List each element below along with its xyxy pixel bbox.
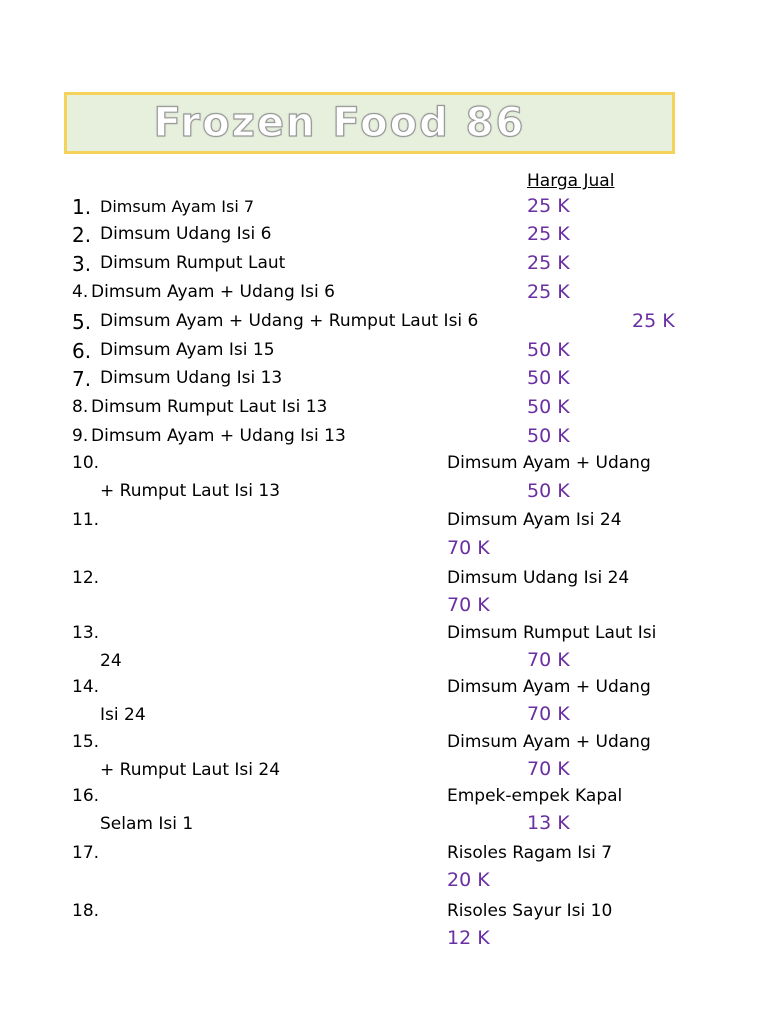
item-price: 50 K	[527, 339, 570, 361]
item-price: 70 K	[527, 703, 570, 725]
item-name: Dimsum Ayam Isi 15	[100, 340, 275, 360]
title-banner	[64, 92, 675, 154]
item-name: Dimsum Rumput Laut Isi 13	[91, 397, 328, 417]
item-number: 5.	[72, 310, 92, 334]
item-price: 25 K	[527, 223, 570, 245]
price-column-header: Harga Jual	[527, 171, 615, 191]
item-name: Dimsum Udang Isi 13	[100, 368, 283, 388]
item-name: Empek-empek Kapal	[447, 786, 623, 806]
item-number: 9.	[72, 426, 89, 446]
item-number: 6.	[72, 339, 92, 363]
item-number: 7.	[72, 367, 92, 391]
item-price: 70 K	[527, 758, 570, 780]
item-price: 13 K	[527, 812, 570, 834]
item-name: Dimsum Ayam + Udang	[447, 453, 651, 473]
item-name-continued: + Rumput Laut Isi 13	[100, 481, 281, 501]
item-price: 50 K	[527, 367, 570, 389]
item-name: Dimsum Rumput Laut Isi	[447, 623, 657, 643]
item-price: 25 K	[527, 252, 570, 274]
item-name: Dimsum Ayam + Udang Isi 6	[91, 282, 335, 302]
item-name-continued: 24	[100, 651, 122, 671]
item-number: 16.	[72, 786, 100, 806]
item-price: 50 K	[527, 480, 570, 502]
item-number: 18.	[72, 901, 100, 921]
item-name-continued: Isi 24	[100, 705, 146, 725]
item-name: Dimsum Ayam Isi 7	[100, 197, 255, 216]
item-number: 8.	[72, 397, 89, 417]
page-title: Frozen Food 86	[153, 100, 526, 146]
item-number: 17.	[72, 843, 100, 863]
item-name: Dimsum Ayam + Udang + Rumput Laut Isi 6	[100, 311, 479, 331]
item-price: 12 K	[447, 927, 490, 949]
item-price: 50 K	[527, 396, 570, 418]
item-number: 12.	[72, 568, 100, 588]
item-number: 4.	[72, 282, 89, 302]
item-name: Dimsum Udang Isi 24	[447, 568, 630, 588]
item-number: 10.	[72, 453, 100, 473]
item-name: Dimsum Ayam Isi 24	[447, 510, 622, 530]
item-name: Dimsum Ayam + Udang Isi 13	[91, 426, 346, 446]
item-price: 25 K	[527, 281, 570, 303]
item-name: Dimsum Ayam + Udang	[447, 677, 651, 697]
item-price: 50 K	[527, 425, 570, 447]
item-price: 20 K	[447, 869, 490, 891]
item-name: Dimsum Udang Isi 6	[100, 224, 272, 244]
item-number: 1.	[72, 195, 92, 219]
item-price: 70 K	[447, 594, 490, 616]
item-price: 25 K	[527, 195, 570, 217]
item-name: Risoles Ragam Isi 7	[447, 843, 613, 863]
item-price: 70 K	[527, 649, 570, 671]
item-number: 14.	[72, 677, 100, 697]
item-number: 13.	[72, 623, 100, 643]
item-name-continued: Selam Isi 1	[100, 814, 194, 834]
item-name: Dimsum Rumput Laut	[100, 253, 286, 273]
item-name-continued: + Rumput Laut Isi 24	[100, 760, 281, 780]
item-number: 11.	[72, 510, 100, 530]
item-number: 15.	[72, 732, 100, 752]
item-number: 2.	[72, 223, 92, 247]
item-price: 25 K	[632, 310, 675, 332]
item-name: Risoles Sayur Isi 10	[447, 901, 613, 921]
item-number: 3.	[72, 252, 92, 276]
item-price: 70 K	[447, 537, 490, 559]
item-name: Dimsum Ayam + Udang	[447, 732, 651, 752]
